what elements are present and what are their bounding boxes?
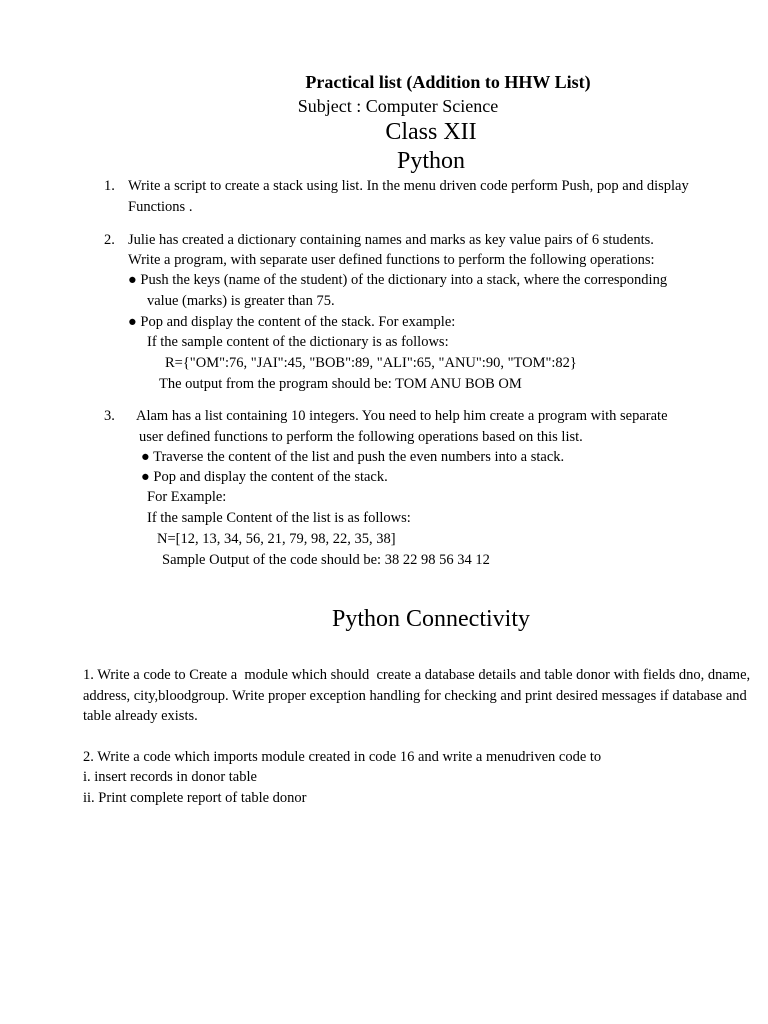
connectivity-subitem: ii. Print complete report of table donor [83, 790, 307, 806]
question-text-line: Julie has created a dictionary containing names and marks as key value pairs of 6 students. [128, 232, 654, 248]
question-number: 2. [104, 232, 115, 248]
question-text-line: user defined functions to perform the following operations based on this list. [139, 429, 583, 445]
bullet-item: ● Push the keys (name of the student) of the dictionary into a stack, where the corresponding [128, 272, 668, 288]
subject-line: Subject : Computer Science [297, 96, 499, 116]
sample-output: The output from the program should be: TOM ANU BOB OM [159, 376, 522, 392]
question-number: 3. [104, 408, 115, 424]
question-number: 1. [104, 178, 115, 194]
connectivity-question-line: table already exists. [83, 708, 198, 724]
sample-dictionary: R={"OM":76, "JAI":45, "BOB":89, "ALI":65, "ANU":90, "TOM":82} [165, 355, 577, 371]
sample-list: N=[12, 13, 34, 56, 21, 79, 98, 22, 35, 38] [157, 531, 396, 547]
question-text-line: Functions . [128, 199, 193, 215]
connectivity-subitem: i. insert records in donor table [83, 769, 257, 785]
bullet-item: ● Pop and display the content of the stack. [141, 469, 388, 485]
question-text-line: For Example: [147, 489, 227, 505]
question-text-line: Alam has a list containing 10 integers. You need to help him create a program with separate [136, 408, 668, 424]
question-text-line: Write a program, with separate user defined functions to perform the following operations: [128, 252, 655, 268]
section-heading-connectivity: Python Connectivity [332, 606, 530, 632]
connectivity-question-line: address, city,bloodgroup. Write proper exception handling for checking and print desired messages if database and [83, 688, 747, 704]
question-text-line: value (marks) is greater than 75. [147, 293, 335, 309]
bullet-item: ● Pop and display the content of the stack. For example: [128, 314, 456, 330]
connectivity-question-line: 2. Write a code which imports module created in code 16 and write a menudriven code to [83, 749, 602, 765]
bullet-item: ● Traverse the content of the list and push the even numbers into a stack. [141, 449, 565, 465]
question-text-line: If the sample Content of the list is as follows: [147, 510, 411, 526]
question-text-line: Write a script to create a stack using list. In the menu driven code perform Push, pop and display [128, 178, 689, 194]
sample-output: Sample Output of the code should be: 38 22 98 56 34 12 [162, 552, 490, 568]
class-heading: Class XII [385, 119, 477, 145]
section-heading-python: Python [396, 148, 465, 174]
document-title: Practical list (Addition to HHW List) [305, 72, 591, 92]
question-text-line: If the sample content of the dictionary is as follows: [147, 334, 449, 350]
connectivity-question-line: 1. Write a code to Create a module which should create a database details and table donor with fields dno, dname, [83, 667, 751, 683]
